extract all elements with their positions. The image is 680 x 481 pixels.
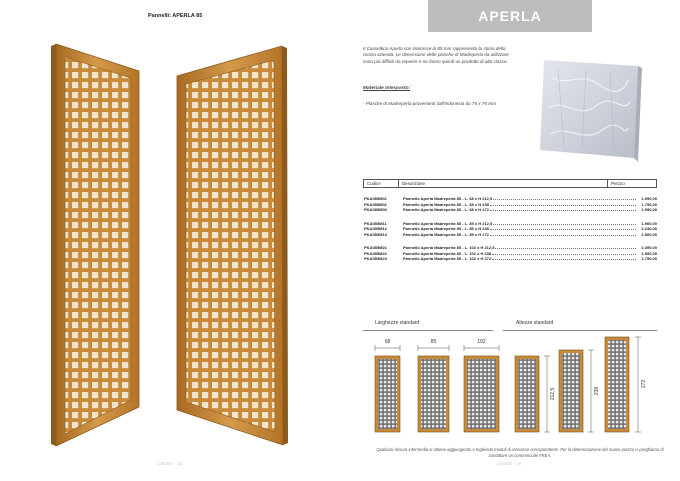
height-label-212: 212,5 (550, 387, 556, 401)
brand-title: APERLA (478, 8, 542, 24)
row-code: PKA085M11 (364, 220, 387, 226)
row-description: Pannello Aperla Madreperla 85 - L. 68 x H 212,5 (403, 196, 493, 202)
widths-title: Larghezze standard (375, 320, 420, 326)
materials-text: - Plasche di Madreperla provenienti dall'indonesia da 75 x 75 mm (363, 101, 496, 106)
table-header (363, 179, 657, 188)
footnote: Qualsiasi misura intermedia si ottiene aggiungendo o togliendo moduli di interasse corrispondente. Per la determinazione del nuovo prezzo vi preghiamo di contattare un commerciale FREA. (376, 447, 664, 458)
door-left (51, 44, 139, 446)
row-price: 2.560,00 (641, 231, 657, 237)
leader-dots (493, 222, 636, 225)
height-panel-272 (605, 337, 641, 432)
width-panel-102 (464, 345, 499, 432)
row-price: 1.960,00 (641, 220, 657, 226)
height-label-272: 272 (641, 379, 647, 389)
header-price: Prezzo (611, 181, 625, 186)
height-panel-238 (559, 350, 594, 432)
row-description: Pannello Aperla Madreperla 85 - L. 85 x H 272 (403, 231, 489, 237)
heights-title: Altezze standard (516, 320, 554, 326)
row-description: Pannello Aperla Madreperla 85 - L. 102 x H 212,5 (403, 245, 495, 251)
price-table (363, 179, 657, 262)
heights-rule (503, 330, 657, 331)
leader-dots (495, 246, 636, 249)
series-label: Pannelli: APERLA 85 (148, 13, 203, 19)
size-diagrams (363, 332, 663, 442)
width-label-85: 85 (430, 339, 437, 345)
row-code: PKA085M02 (364, 201, 387, 207)
width-label-102: 102 (477, 339, 486, 345)
table-group (363, 245, 657, 262)
row-price: 2.240,00 (641, 226, 657, 232)
row-code: PKA085M21 (364, 245, 387, 251)
height-label-238: 238 (594, 386, 600, 396)
table-group (363, 221, 657, 238)
row-code: PKA085M03 (364, 207, 387, 213)
page-number-right: LEGNO - 19 (497, 461, 522, 466)
table-row (363, 232, 657, 238)
leader-dots (490, 208, 636, 211)
table-group (363, 196, 657, 213)
intro-text: Il Cassettino Aperla con interasse di 85 mm rappresenta la storia della nostra azienda. Le dimensione delle plasche di Madreperla da utilizzare sono più difficili da reperire e ne fanno quindi un prodotto di alta classe. (363, 46, 509, 64)
header-description: Descrizione (399, 180, 608, 187)
table-row (363, 256, 657, 262)
brand-banner (428, 0, 592, 32)
row-code: PKA085M13 (364, 231, 387, 237)
row-description: Pannello Aperla Madreperla 85 - L. 102 x H 272 (403, 256, 492, 262)
row-description: Pannello Aperla Madreperla 85 - L. 85 x H 238 (403, 226, 489, 232)
leader-dots (490, 227, 636, 230)
width-label-68: 68 (384, 339, 391, 345)
leader-dots (492, 257, 636, 260)
leader-dots (492, 252, 636, 255)
row-price: 1.990,00 (641, 207, 657, 213)
row-code: PKA085M12 (364, 226, 387, 232)
row-description: Pannello Aperla Madreperla 85 - L. 68 x H 272 (403, 207, 489, 213)
row-description: Pannello Aperla Madreperla 85 - L. 85 x H 212,5 (403, 220, 493, 226)
widths-rule (363, 330, 493, 331)
leader-dots (490, 233, 636, 236)
row-price: 1.790,00 (641, 201, 657, 207)
row-code: PKA085M23 (364, 256, 387, 262)
row-code: PKA085M22 (364, 250, 387, 256)
height-panel-212 (515, 356, 550, 432)
leader-dots (493, 197, 636, 200)
materials-title: Materiale Interposto: (363, 86, 411, 91)
row-price: 2.390,00 (641, 245, 657, 251)
door-right (177, 46, 288, 445)
row-description: Pannello Aperla Madreperla 85 - L. 68 x H 238 (403, 201, 489, 207)
row-price: 1.590,00 (641, 196, 657, 202)
row-code: PKA085M01 (364, 196, 387, 202)
row-price: 2.590,00 (641, 250, 657, 256)
mother-of-pearl-sample-image (538, 58, 642, 162)
row-price: 2.790,00 (641, 256, 657, 262)
width-panel-68 (375, 345, 400, 432)
page-number-left: LEGNO - 18 (158, 461, 183, 466)
leader-dots (490, 203, 636, 206)
header-code: Codice (364, 180, 399, 187)
width-panel-85 (418, 345, 449, 432)
row-description: Pannello Aperla Madreperla 85 - L. 102 x H 238 (403, 250, 492, 256)
table-row (363, 207, 657, 213)
